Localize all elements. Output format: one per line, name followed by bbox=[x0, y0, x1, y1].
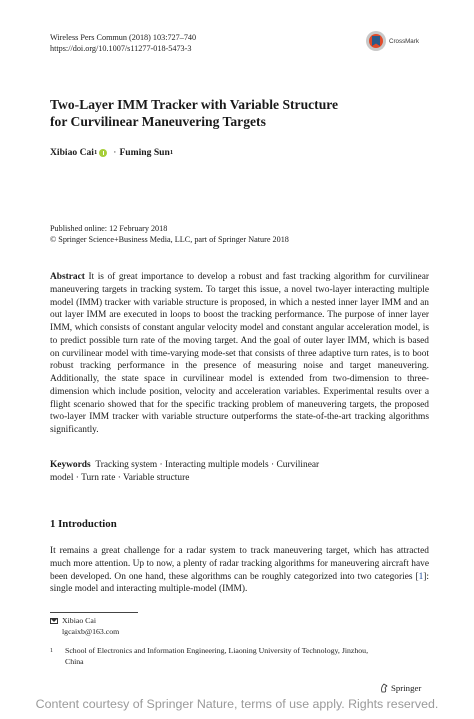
abstract-label: Abstract bbox=[50, 272, 85, 282]
contact-email[interactable]: lgcaixb@163.com bbox=[62, 626, 120, 636]
published-date: Published online: 12 February 2018 bbox=[50, 224, 168, 233]
publisher-logo bbox=[380, 683, 421, 693]
corresponding-author bbox=[50, 616, 119, 637]
publisher-name: Springer bbox=[391, 683, 422, 693]
keywords-label: Keywords bbox=[50, 460, 91, 470]
copyright-notice: © Springer Science+Business Media, LLC, part of Springer Nature 2018 bbox=[50, 235, 289, 244]
author-name[interactable]: Fuming Sun bbox=[119, 147, 170, 158]
doi-link[interactable]: https://doi.org/10.1007/s11277-018-5473-3 bbox=[50, 44, 192, 53]
paper-title bbox=[50, 96, 430, 130]
affiliation-line-1: School of Electronics and Information Engineering, Liaoning University of Technology, Jinzhou, bbox=[65, 646, 369, 655]
publication-info bbox=[50, 223, 289, 245]
affiliation-number: 1 bbox=[50, 648, 53, 654]
introduction-paragraph bbox=[50, 545, 429, 596]
author-separator: · bbox=[113, 147, 117, 158]
author-list: Xibiao Cai 1 · Fuming Sun 1 bbox=[50, 147, 174, 158]
contact-name: Xibiao Cai bbox=[62, 616, 96, 625]
courtesy-watermark: Content courtesy of Springer Nature, terms of use apply. Rights reserved. bbox=[35, 697, 439, 711]
affiliation-footnote bbox=[50, 646, 368, 667]
keywords bbox=[50, 459, 429, 484]
affiliation-line-2: China bbox=[65, 656, 84, 666]
abstract-text: It is of great importance to develop a robust and fast tracking algorithm for curvilinear maneuvering targets in tracking system. To target this issue, a novel two-layer interacting multiple model (IMM) tracker with variable structure is proposed, in which a nested inner layer IMM and an out layer IMM are executed in loops to boost the tracking performance. The purpose of inner layer IMM, which consists of constant angular velocity model and constant angular acceleration model, is to predict possible turn rate of the moving target. And the goal of outer layer IMM, which is based on curvilinear model with time-varying mode-set that consists of three adaptive turn rates, is to boot robust tracking performance in the presence of measuring noise and target maneuvering. Additionally, the state space in curvilinear model is extended from two-dimension to three-dimension which include position, velocity and acceleration variables. Experimental results over a flight scenario showed that for the specific tracking problem of maneuvering targets, the proposed two-layer IMM tracker with variable structure outperforms the state-of-the-art tracking algorithms significantly. bbox=[50, 272, 429, 435]
springer-horse-icon bbox=[380, 683, 388, 693]
keywords-line-2: model · Turn rate · Variable structure bbox=[50, 472, 190, 483]
crossmark-label: CrossMark bbox=[389, 37, 419, 45]
section-heading: 1 Introduction bbox=[50, 518, 117, 530]
keywords-line-1: Tracking system · Interacting multiple models · Curvilinear bbox=[95, 460, 320, 470]
orcid-icon[interactable] bbox=[99, 149, 107, 157]
title-line-1: Two-Layer IMM Tracker with Variable Structure bbox=[50, 97, 339, 112]
journal-header bbox=[50, 32, 196, 54]
intro-text-continued: ]: single model and interacting multiple-model (IMM). bbox=[50, 571, 429, 595]
abstract bbox=[50, 271, 429, 437]
intro-text: It remains a great challenge for a radar system to track maneuvering target, which has attracted much more attention. Up to now, a plenty of radar tracking algorithms for maneuvering aircraft have been developed. On one hand, these algorithms can be roughly categorized into two categories [ bbox=[50, 546, 429, 582]
crossmark-icon bbox=[366, 31, 386, 51]
author-name[interactable]: Xibiao Cai bbox=[50, 147, 94, 158]
footnote-divider bbox=[50, 612, 138, 613]
envelope-icon bbox=[50, 618, 58, 624]
crossmark-badge[interactable] bbox=[366, 30, 428, 52]
title-line-2: for Curvilinear Maneuvering Targets bbox=[50, 114, 266, 129]
journal-citation: Wireless Pers Commun (2018) 103:727–740 bbox=[50, 33, 197, 42]
citation-link[interactable]: 1 bbox=[418, 571, 424, 582]
